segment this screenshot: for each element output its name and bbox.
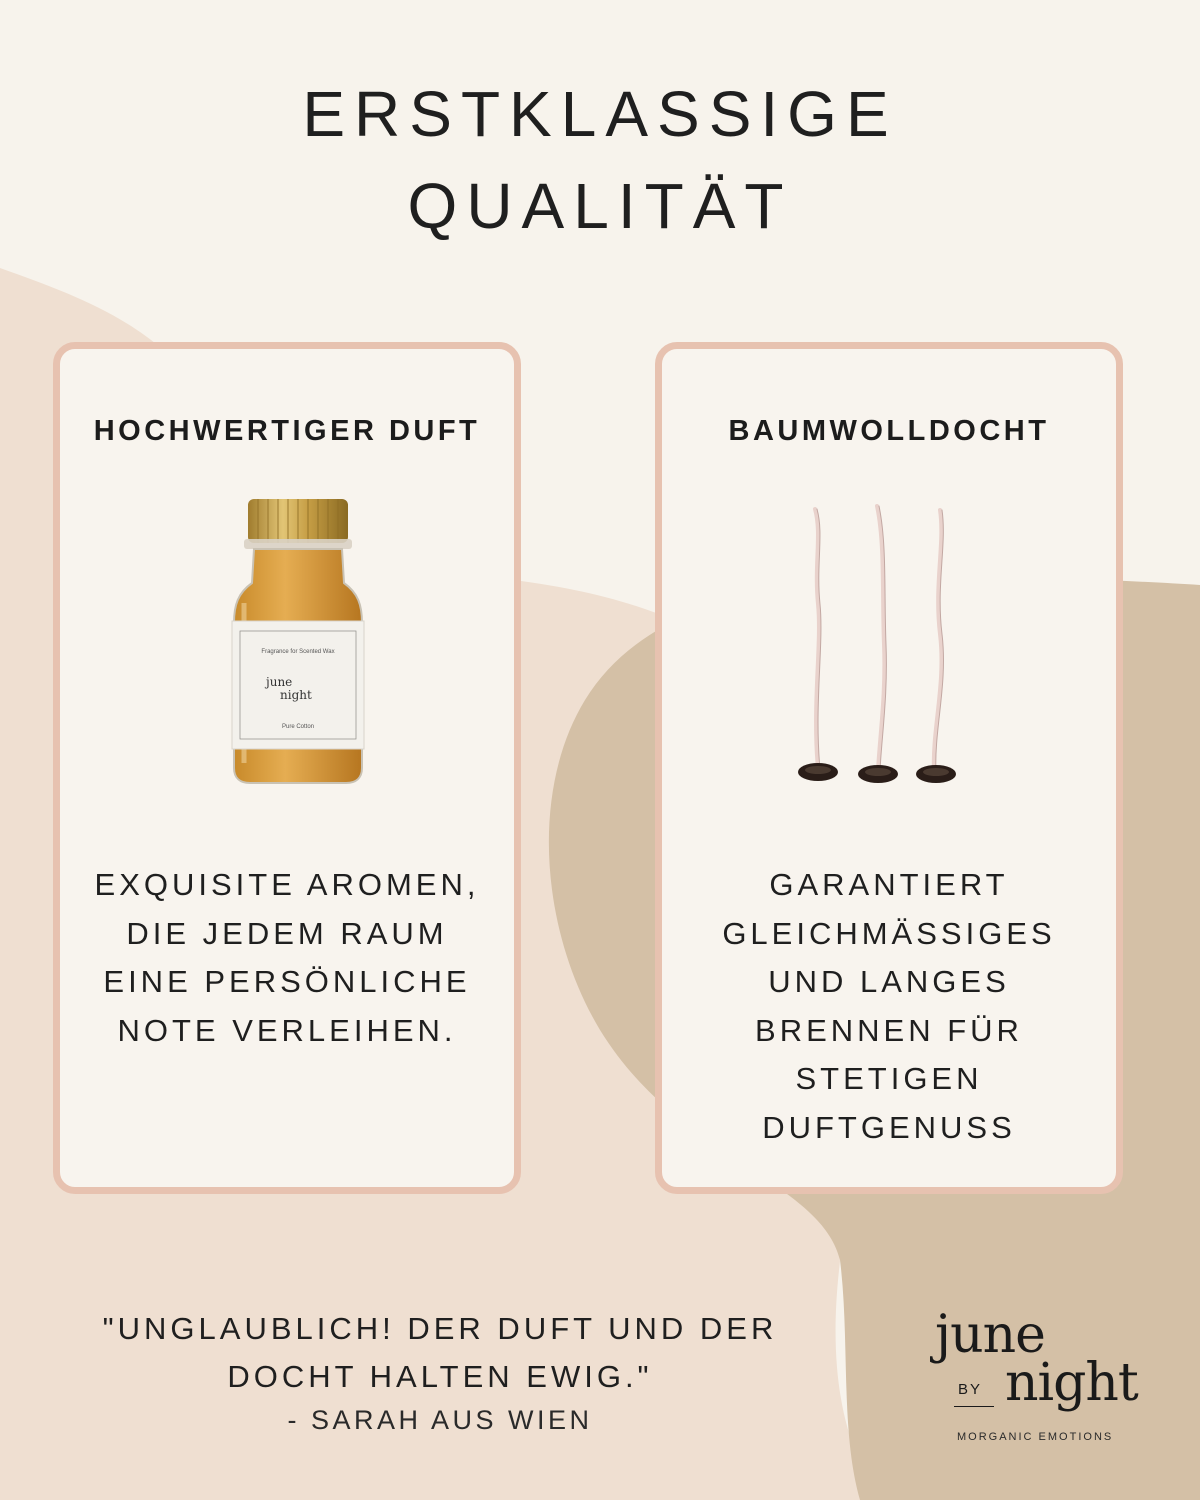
card-description-line: STETIGEN xyxy=(795,1061,983,1096)
cotton-wicks-image xyxy=(782,504,982,794)
card-description-line: UND LANGES xyxy=(768,964,1010,999)
logo-night: night xyxy=(1005,1353,1138,1413)
quote-line-2: DOCHT HALTEN EWIG." xyxy=(227,1359,653,1394)
card-description xyxy=(662,861,1116,1152)
testimonial-quote xyxy=(40,1305,840,1401)
logo-tagline: MORGANIC EMOTIONS xyxy=(957,1431,1114,1443)
card-description-line: DIE JEDEM RAUM xyxy=(126,915,448,951)
feature-card-wick xyxy=(655,342,1123,1194)
feature-card-fragrance xyxy=(53,342,521,1194)
card-title: BAUMWOLLDOCHT xyxy=(728,415,1050,447)
logo-by: BY xyxy=(958,1381,983,1398)
card-description-line: DUFTGENUSS xyxy=(762,1109,1016,1145)
card-description xyxy=(60,861,514,1055)
headline-line-2: QUALITÄT xyxy=(407,170,793,242)
headline xyxy=(0,68,1200,252)
logo-divider xyxy=(954,1406,994,1407)
testimonial-author: - SARAH AUS WIEN xyxy=(287,1405,593,1435)
card-description-line: GARANTIERT xyxy=(769,867,1009,902)
fragrance-bottle-image xyxy=(228,493,368,793)
headline-line-1: ERSTKLASSIGE xyxy=(302,78,898,150)
logo-june: june xyxy=(935,1305,1045,1365)
card-description-line: BRENNEN FÜR xyxy=(755,1012,1023,1048)
bottle-label-top: Fragrance for Scented Wax xyxy=(261,649,335,655)
bottle-brand-night: night xyxy=(280,688,312,702)
card-description-line: EINE PERSÖNLICHE xyxy=(103,964,471,999)
bottle-brand-june: june xyxy=(266,675,293,689)
quote-line-1: "UNGLAUBLICH! DER DUFT UND DER xyxy=(102,1311,778,1346)
card-title: HOCHWERTIGER DUFT xyxy=(93,415,481,447)
card-description-line: NOTE VERLEIHEN. xyxy=(117,1012,457,1048)
brand-logo xyxy=(930,1305,1150,1455)
card-description-line: GLEICHMÄSSIGES xyxy=(722,915,1056,951)
card-description-line: EXQUISITE AROMEN, xyxy=(94,867,480,902)
bottle-label-bottom: Pure Cotton xyxy=(281,724,315,730)
